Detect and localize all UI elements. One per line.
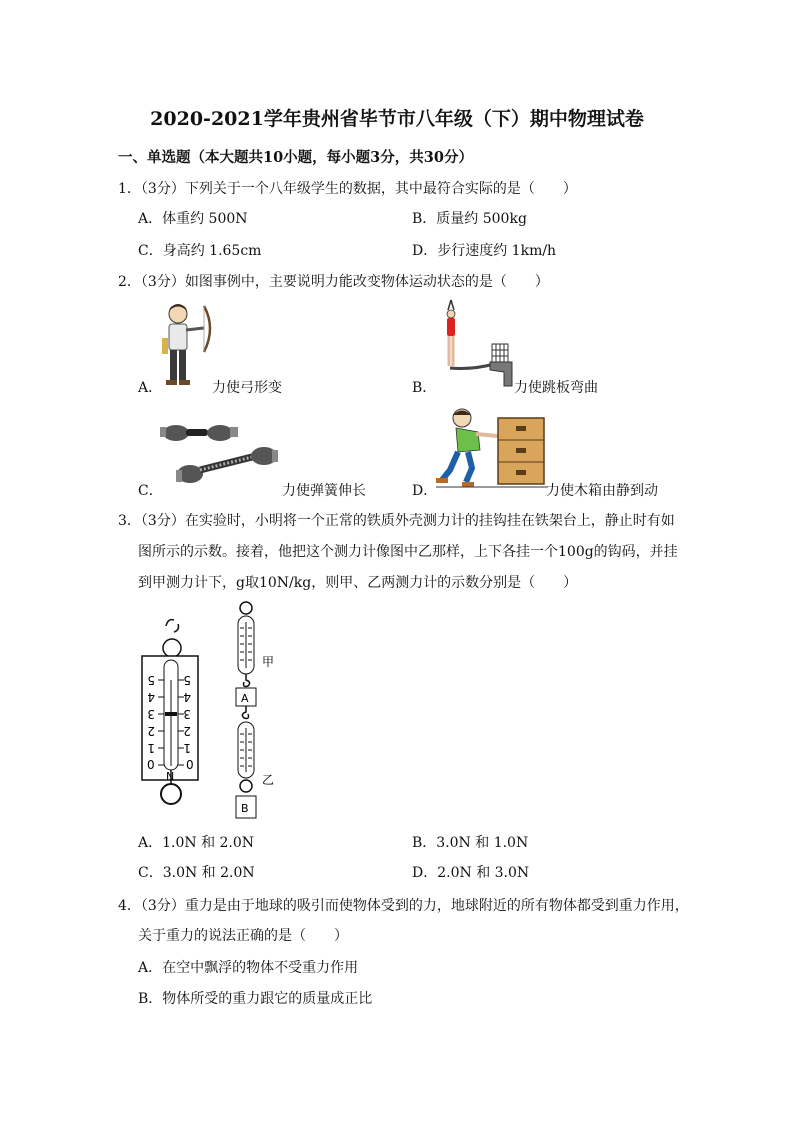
q4-option-a[interactable]: A．在空中飘浮的物体不受重力作用 [138,960,359,976]
question-1: 1．（3分）下列关于一个八年级学生的数据，其中最符合实际的是（ ） [118,181,577,197]
spring-figure [160,418,280,492]
weight-b-label: B [241,802,249,815]
question-3-line-3: 到甲测力计下，g取10N/kg，则甲、乙两测力计的示数分别是（ ） [138,575,578,591]
q1-option-d[interactable]: D．步行速度约 1km/h [412,243,557,259]
question-3-line-1: 3．（3分）在实验时，小明将一个正常的铁质外壳测力计的挂钩挂在铁架台上，静止时有如 [118,513,675,529]
q2-caption-b: 力使跳板弯曲 [514,380,598,396]
question-3-line-2: 图所示的示数。接着，他把这个测力计像图中乙那样，上下各挂一个100g的钩码，并挂 [138,544,678,560]
scale-label-right-5: 5 [183,673,191,687]
q2-caption-a: 力使弓形变 [212,380,282,396]
scale-unit: N [166,770,175,783]
q3-option-a[interactable]: A．1.0N 和 2.0N [138,835,255,851]
scale-label-left-2: 2 [147,724,155,738]
scale-label-right-3: 3 [183,707,191,721]
scale-label-right-2: 2 [183,724,191,738]
archer-figure [158,302,214,388]
scale-label-left-1: 1 [147,741,155,755]
q2-caption-c: 力使弹簧伸长 [282,483,366,499]
q3-option-d[interactable]: D．2.0N 和 3.0N [412,865,530,881]
question-4-line-1: 4．（3分）重力是由于地球的吸引而使物体受到的力，地球附近的所有物体都受到重力作用， [118,898,689,914]
diver-figure [432,300,516,390]
stacked-scales-figure [228,600,288,822]
scale-label-left-3: 3 [147,707,155,721]
q3-option-b[interactable]: B．3.0N 和 1.0N [412,835,529,851]
section-heading: 一、单选题（本大题共10小题，每小题3分，共30分） [118,149,473,166]
push-box-figure [436,406,548,490]
label-yi: 乙 [262,773,275,787]
q2-option-a-letter[interactable]: A． [138,380,163,396]
weight-a-label: A [241,692,249,705]
q3-option-c[interactable]: C．3.0N 和 2.0N [138,865,255,881]
q1-option-c[interactable]: C．身高约 1.65cm [138,243,262,259]
question-4-line-2: 关于重力的说法正确的是（ ） [138,928,348,944]
scale-label-left-0: 0 [147,758,155,772]
question-2: 2．（3分）如图事例中，主要说明力能改变物体运动状态的是（ ） [118,274,549,290]
q1-option-a[interactable]: A．体重约 500N [138,211,248,227]
scale-label-right-1: 1 [183,741,191,755]
q2-option-d-letter[interactable]: D． [412,483,438,499]
scale-label-left-5: 5 [147,673,155,687]
q4-option-b[interactable]: B．物体所受的重力跟它的质量成正比 [138,991,373,1007]
scale-label-left-4: 4 [147,690,155,704]
page-title: 2020-2021学年贵州省毕节市八年级（下）期中物理试卷 [150,108,644,130]
label-jia: 甲 [262,655,275,669]
q2-caption-d: 力使木箱由静到动 [546,483,658,499]
q1-option-b[interactable]: B．质量约 500kg [412,211,527,227]
q2-option-c-letter[interactable]: C． [138,483,163,499]
scale-label-right-4: 4 [183,690,191,704]
spring-scale-figure [138,616,210,806]
q2-option-b-letter[interactable]: B． [412,380,437,396]
scale-label-right-0: 0 [186,758,194,772]
